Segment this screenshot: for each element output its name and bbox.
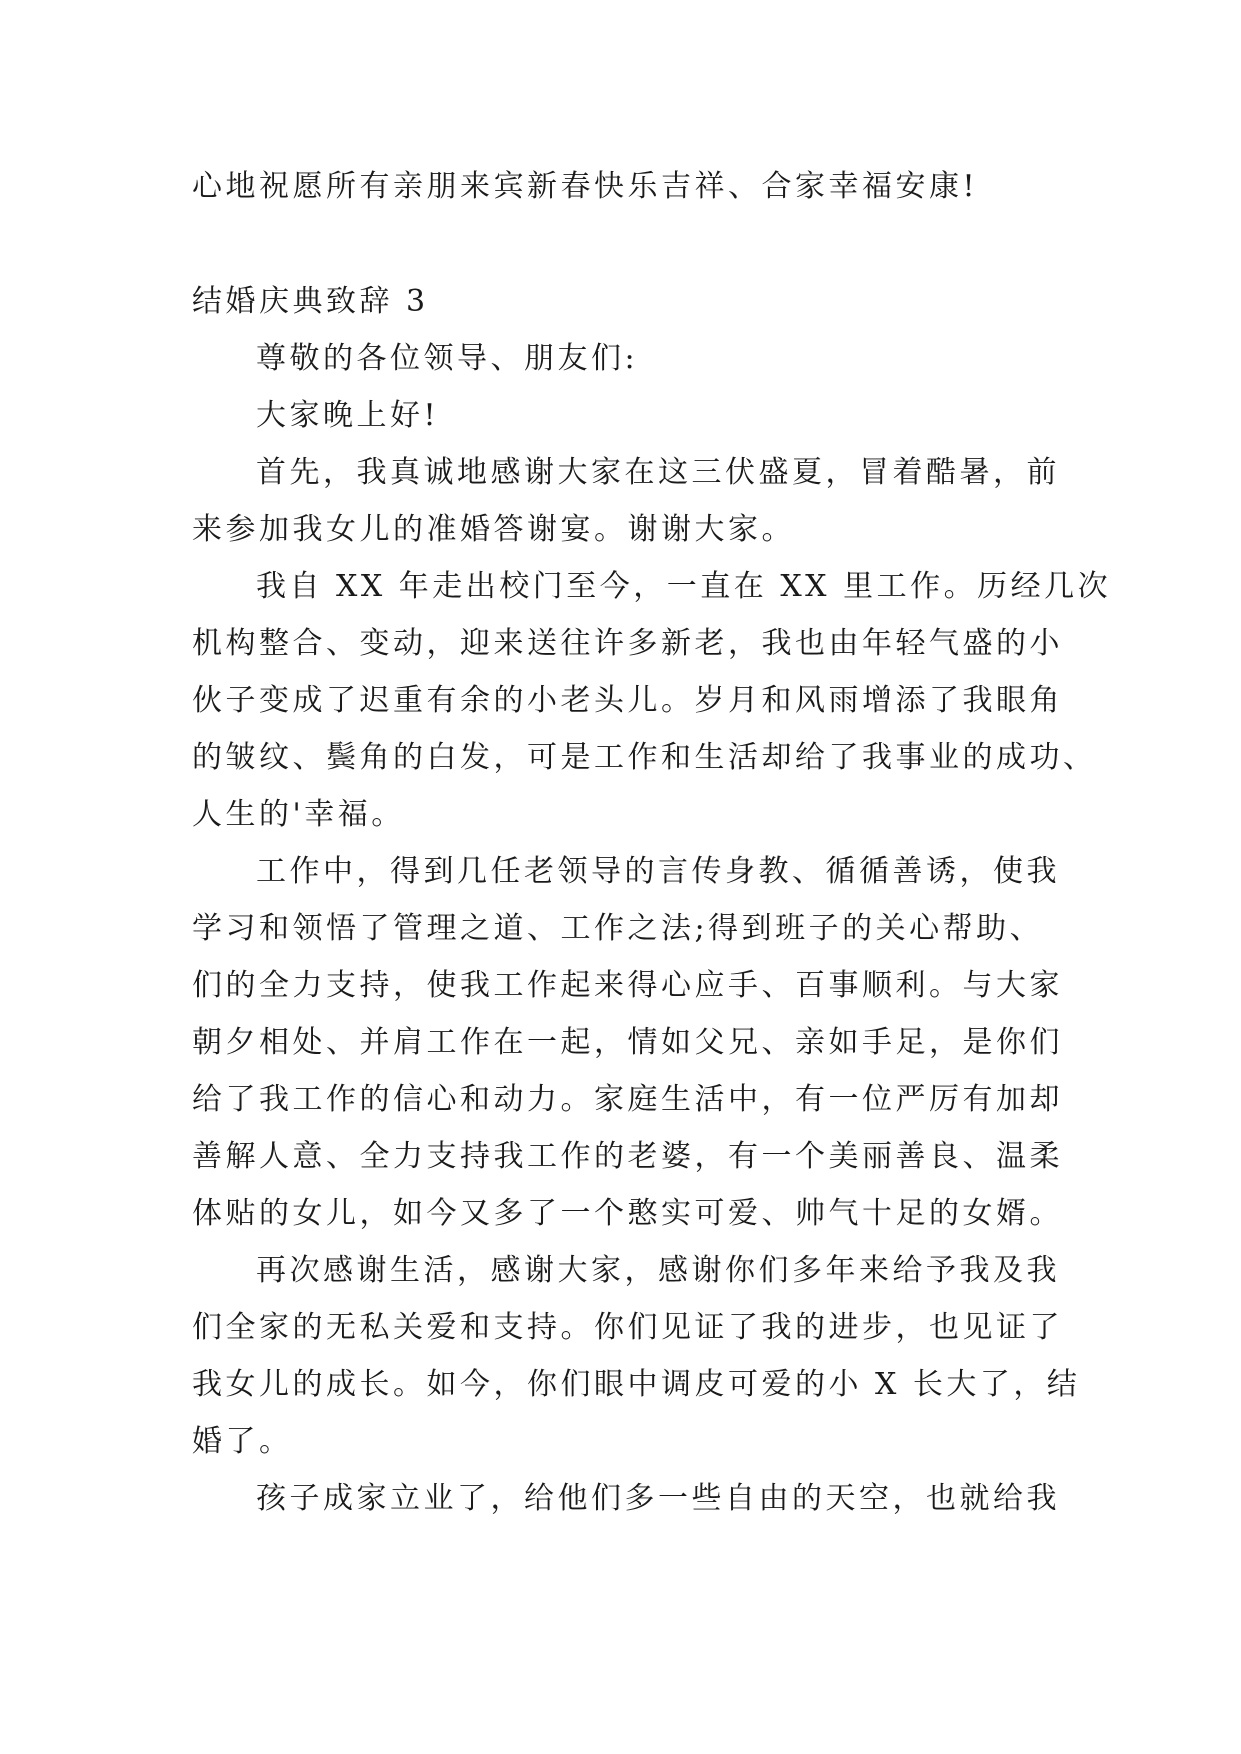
paragraph-line: 孩子成家立业了，给他们多一些自由的天空，也就给我	[256, 1481, 1060, 1516]
paragraph-line: 再次感谢生活，感谢大家，感谢你们多年来给予我及我	[256, 1253, 1060, 1288]
paragraph-salutation	[192, 330, 1062, 387]
paragraph-line: 工作中，得到几任老领导的言传身教、循循善诱，使我	[256, 854, 1060, 889]
paragraph-line: 我自 XX 年走出校门至今，一直在 XX 里工作。历经几次	[256, 569, 1112, 604]
paragraph-greeting	[192, 387, 1062, 444]
paragraph-line: 来参加我女儿的准婚答谢宴。谢谢大家。	[192, 512, 795, 547]
paragraph-line: 尊敬的各位领导、朋友们:	[256, 341, 639, 376]
paragraph-line: 婚了。	[192, 1424, 293, 1459]
paragraph-line: 体贴的女儿，如今又多了一个憨实可爱、帅气十足的女婿。	[192, 1196, 1063, 1231]
paragraph-line: 首先，我真诚地感谢大家在这三伏盛夏，冒着酷暑，前	[256, 455, 1060, 490]
paragraph-thanks	[192, 444, 1062, 558]
section-heading: 结婚庆典致辞 3	[192, 284, 429, 319]
paragraph-line: 们的全力支持，使我工作起来得心应手、百事顺利。与大家	[192, 968, 1063, 1003]
paragraph-line: 我女儿的成长。如今，你们眼中调皮可爱的小 X 长大了，结	[192, 1367, 1081, 1402]
paragraph-line: 机构整合、变动，迎来送往许多新老，我也由年轻气盛的小	[192, 626, 1063, 661]
paragraph-closing	[192, 1470, 1062, 1527]
document-body	[192, 158, 1112, 1527]
paragraph-line: 善解人意、全力支持我工作的老婆，有一个美丽善良、温柔	[192, 1139, 1063, 1174]
opening-line: 心地祝愿所有亲朋来宾新春快乐吉祥、合家幸福安康!	[192, 169, 979, 204]
paragraph-work-family	[192, 843, 1062, 1242]
paragraph-line: 伙子变成了迟重有余的小老头儿。岁月和风雨增添了我眼角	[192, 683, 1063, 718]
paragraph-line: 人生的'幸福。	[192, 797, 405, 832]
spacer	[192, 215, 1062, 273]
paragraph-career	[192, 558, 1112, 843]
paragraph-line: 们全家的无私关爱和支持。你们见证了我的进步，也见证了	[192, 1310, 1063, 1345]
paragraph-line: 朝夕相处、并肩工作在一起，情如父兄、亲如手足，是你们	[192, 1025, 1063, 1060]
paragraph-line: 给了我工作的信心和动力。家庭生活中，有一位严厉有加却	[192, 1082, 1063, 1117]
paragraph-gratitude	[192, 1242, 1081, 1470]
paragraph-line: 大家晚上好!	[256, 398, 440, 433]
paragraph-line: 的皱纹、鬓角的白发，可是工作和生活却给了我事业的成功、	[192, 740, 1097, 775]
paragraph-line: 学习和领悟了管理之道、工作之法;得到班子的关心帮助、	[192, 911, 1044, 946]
